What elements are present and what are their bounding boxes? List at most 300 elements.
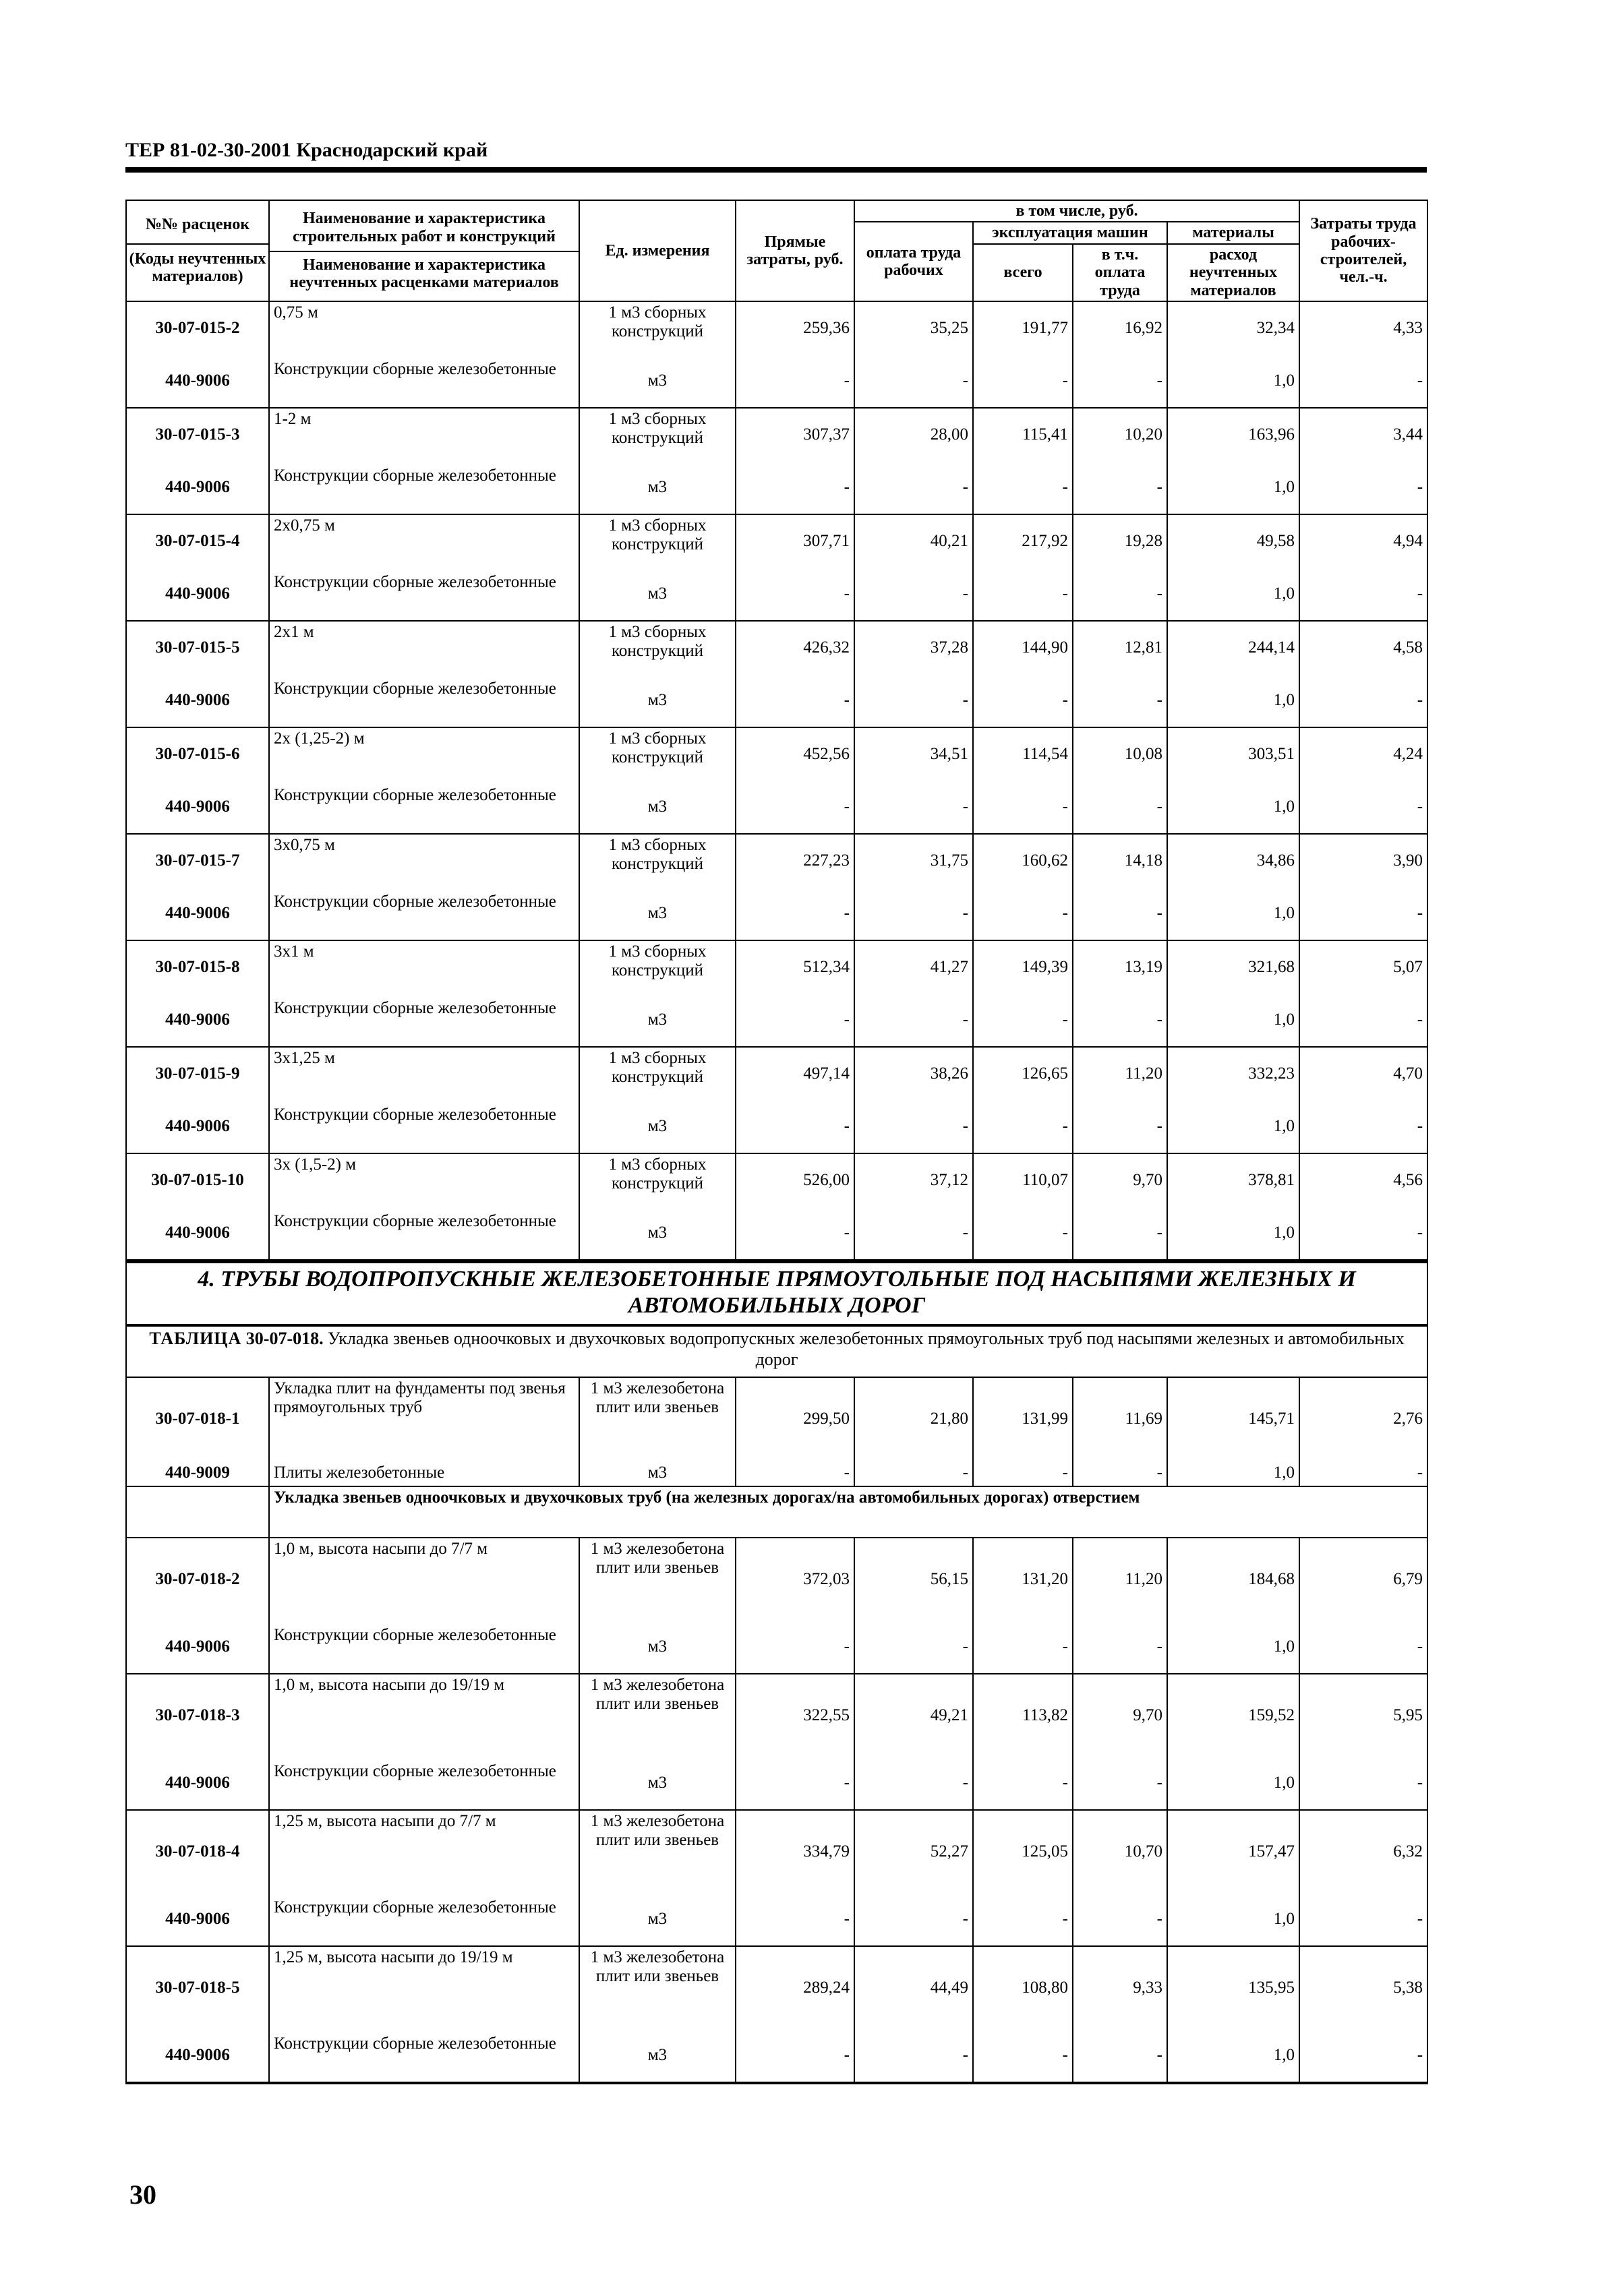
dash-cell: - xyxy=(973,1207,1073,1261)
section-title: 4. ТРУБЫ ВОДОПРОПУСКНЫЕ ЖЕЛЕЗОБЕТОННЫЕ ПРЯМОУГОЛЬНЫЕ ПОД НАСЫПЯМИ ЖЕЛЕЗНЫХ И АВТОМОБИЛЬНЫХ ДОРОГ xyxy=(126,1261,1427,1325)
rate-direct: 526,00 xyxy=(736,1153,854,1207)
dash-cell: - xyxy=(1299,781,1427,834)
col-machines-total-header: всего xyxy=(973,244,1073,301)
table-title xyxy=(126,1325,1427,1377)
rate-labor: 4,33 xyxy=(1299,301,1427,355)
dash-cell: - xyxy=(973,1757,1073,1810)
material-name xyxy=(269,568,579,621)
material-unit: м3 xyxy=(579,355,736,408)
rate-name: 2х (1,25-2) м xyxy=(269,727,579,781)
material-name: Плиты железобетонные xyxy=(269,1460,579,1486)
material-code: 440-9006 xyxy=(126,1893,269,1946)
dash-cell: - xyxy=(1073,994,1167,1047)
rate-labor: 6,32 xyxy=(1299,1810,1427,1893)
rate-name: 1,0 м, высота насыпи до 7/7 м xyxy=(269,1538,579,1621)
rate-wages: 31,75 xyxy=(854,834,973,887)
dash-cell: - xyxy=(1299,887,1427,940)
material-name-text: Конструкции сборные железобетонные xyxy=(274,359,556,378)
material-row-015-6 xyxy=(126,781,1427,834)
rate-row-015-10 xyxy=(126,1153,1427,1207)
rate-machines-total: 191,77 xyxy=(973,301,1073,355)
rate-wages: 56,15 xyxy=(854,1538,973,1621)
rate-wages: 38,26 xyxy=(854,1047,973,1100)
rate-code: 30-07-015-9 xyxy=(126,1047,269,1100)
rate-unit: 1 м3 сборных конструкций xyxy=(579,1047,736,1100)
dash-cell: - xyxy=(1073,355,1167,408)
dash-cell: - xyxy=(1073,1460,1167,1486)
dash-cell: - xyxy=(973,2029,1073,2083)
dash-cell: - xyxy=(736,781,854,834)
material-name-text: Конструкции сборные железобетонные xyxy=(274,466,556,485)
dash-cell: - xyxy=(1299,2029,1427,2083)
rate-row-018-3 xyxy=(126,1674,1427,1757)
dash-cell: - xyxy=(973,568,1073,621)
dash-cell: - xyxy=(854,1460,973,1486)
material-name xyxy=(269,781,579,834)
col-machines-header: эксплуатация машин xyxy=(973,222,1167,243)
dash-cell: - xyxy=(1299,994,1427,1047)
dash-cell: - xyxy=(973,461,1073,514)
rate-row-018-5 xyxy=(126,1946,1427,2029)
material-qty: 1,0 xyxy=(1167,1460,1299,1486)
dash-cell: - xyxy=(854,1757,973,1810)
rates-table xyxy=(125,200,1428,2084)
rate-name: 1,0 м, высота насыпи до 19/19 м xyxy=(269,1674,579,1757)
header-row-1 xyxy=(126,200,1427,222)
material-unit: м3 xyxy=(579,1893,736,1946)
rate-materials: 49,58 xyxy=(1167,514,1299,568)
rate-code: 30-07-015-7 xyxy=(126,834,269,887)
material-unit: м3 xyxy=(579,1621,736,1674)
rate-machines-total: 149,39 xyxy=(973,940,1073,994)
rate-direct: 497,14 xyxy=(736,1047,854,1100)
col-including-header: в том числе, руб. xyxy=(854,200,1299,222)
col-materials-header: материалы xyxy=(1167,222,1299,243)
col-wages-header: оплата труда рабочих xyxy=(854,222,973,301)
material-qty: 1,0 xyxy=(1167,994,1299,1047)
dash-cell: - xyxy=(736,1460,854,1486)
rate-name: 1-2 м xyxy=(269,408,579,461)
rate-direct: 512,34 xyxy=(736,940,854,994)
rate-name: 2х1 м xyxy=(269,621,579,674)
rate-wages: 37,12 xyxy=(854,1153,973,1207)
rate-unit: 1 м3 железобетона плит или звеньев xyxy=(579,1810,736,1893)
dash-cell: - xyxy=(854,887,973,940)
dash-cell: - xyxy=(736,1100,854,1153)
rate-row-015-2 xyxy=(126,301,1427,355)
dash-cell: - xyxy=(854,674,973,727)
col-name-sub: Наименование и характеристика неучтенных расценками материалов xyxy=(270,251,579,292)
col-materials-sub-header: расход неучтенных материалов xyxy=(1167,244,1299,301)
dash-cell: - xyxy=(973,1621,1073,1674)
dash-cell: - xyxy=(1299,1893,1427,1946)
material-code: 440-9006 xyxy=(126,1621,269,1674)
material-code: 440-9006 xyxy=(126,1757,269,1810)
rate-labor: 4,94 xyxy=(1299,514,1427,568)
rate-machines-wages: 11,20 xyxy=(1073,1538,1167,1621)
rate-machines-total: 125,05 xyxy=(973,1810,1073,1893)
rate-materials: 321,68 xyxy=(1167,940,1299,994)
rate-machines-wages: 11,20 xyxy=(1073,1047,1167,1100)
table-title-row xyxy=(126,1325,1427,1377)
material-code: 440-9006 xyxy=(126,994,269,1047)
material-name xyxy=(269,1893,579,1946)
dash-cell: - xyxy=(1073,781,1167,834)
dash-cell: - xyxy=(1299,1757,1427,1810)
material-name-text: Конструкции сборные железобетонные xyxy=(274,1211,556,1230)
rate-row-018-4 xyxy=(126,1810,1427,1893)
rate-labor: 4,58 xyxy=(1299,621,1427,674)
material-code: 440-9006 xyxy=(126,887,269,940)
rate-direct: 334,79 xyxy=(736,1810,854,1893)
rate-unit: 1 м3 сборных конструкций xyxy=(579,940,736,994)
rate-unit: 1 м3 сборных конструкций xyxy=(579,408,736,461)
rate-code: 30-07-015-6 xyxy=(126,727,269,781)
rate-labor: 3,90 xyxy=(1299,834,1427,887)
material-qty: 1,0 xyxy=(1167,887,1299,940)
dash-cell: - xyxy=(854,2029,973,2083)
rate-machines-wages: 14,18 xyxy=(1073,834,1167,887)
material-qty: 1,0 xyxy=(1167,1207,1299,1261)
material-code: 440-9006 xyxy=(126,674,269,727)
dash-cell: - xyxy=(854,1207,973,1261)
dash-cell: - xyxy=(973,674,1073,727)
material-code: 440-9006 xyxy=(126,781,269,834)
material-code: 440-9006 xyxy=(126,568,269,621)
rate-materials: 303,51 xyxy=(1167,727,1299,781)
dash-cell: - xyxy=(973,887,1073,940)
rate-direct: 299,50 xyxy=(736,1377,854,1460)
dash-cell: - xyxy=(736,355,854,408)
rate-unit: 1 м3 сборных конструкций xyxy=(579,301,736,355)
rate-machines-wages: 10,08 xyxy=(1073,727,1167,781)
material-qty: 1,0 xyxy=(1167,1893,1299,1946)
rate-unit: 1 м3 железобетона плит или звеньев xyxy=(579,1538,736,1621)
dash-cell: - xyxy=(854,355,973,408)
dash-cell: - xyxy=(854,1893,973,1946)
material-row-015-3 xyxy=(126,461,1427,514)
material-name xyxy=(269,1100,579,1153)
material-row-018-1 xyxy=(126,1460,1427,1486)
rate-direct: 322,55 xyxy=(736,1674,854,1757)
dash-cell: - xyxy=(1299,461,1427,514)
col-machines-wages-header: в т.ч. оплата труда xyxy=(1073,244,1167,301)
material-code: 440-9006 xyxy=(126,1207,269,1261)
material-row-015-4 xyxy=(126,568,1427,621)
material-row-018-4 xyxy=(126,1893,1427,1946)
rate-machines-wages: 11,69 xyxy=(1073,1377,1167,1460)
material-name-text: Конструкции сборные железобетонные xyxy=(274,679,556,698)
rate-labor: 2,76 xyxy=(1299,1377,1427,1460)
rate-direct: 426,32 xyxy=(736,621,854,674)
dash-cell: - xyxy=(736,887,854,940)
material-name-text: Конструкции сборные железобетонные xyxy=(274,785,556,804)
rate-machines-total: 126,65 xyxy=(973,1047,1073,1100)
material-code: 440-9006 xyxy=(126,1100,269,1153)
material-code: 440-9006 xyxy=(126,355,269,408)
rate-machines-total: 114,54 xyxy=(973,727,1073,781)
section-heading-row xyxy=(126,1261,1427,1325)
material-name-text: Конструкции сборные железобетонные xyxy=(274,1105,556,1124)
dash-cell: - xyxy=(736,2029,854,2083)
material-row-015-5 xyxy=(126,674,1427,727)
rate-materials: 135,95 xyxy=(1167,1946,1299,2029)
rate-machines-total: 108,80 xyxy=(973,1946,1073,2029)
col-code-sub: (Коды неучтенных материалов) xyxy=(127,243,268,286)
material-row-015-9 xyxy=(126,1100,1427,1153)
rate-direct: 307,71 xyxy=(736,514,854,568)
rate-code: 30-07-015-8 xyxy=(126,940,269,994)
material-row-015-7 xyxy=(126,887,1427,940)
rate-row-015-7 xyxy=(126,834,1427,887)
rate-name: 3х1 м xyxy=(269,940,579,994)
rate-wages: 37,28 xyxy=(854,621,973,674)
material-qty: 1,0 xyxy=(1167,1100,1299,1153)
dash-cell: - xyxy=(973,1893,1073,1946)
material-qty: 1,0 xyxy=(1167,1757,1299,1810)
material-name-text: Конструкции сборные железобетонные xyxy=(274,892,556,911)
material-name xyxy=(269,1207,579,1261)
dash-cell: - xyxy=(736,461,854,514)
material-name xyxy=(269,994,579,1047)
material-unit: м3 xyxy=(579,2029,736,2083)
dash-cell: - xyxy=(973,1460,1073,1486)
material-unit: м3 xyxy=(579,674,736,727)
rate-materials: 145,71 xyxy=(1167,1377,1299,1460)
material-name-text: Конструкции сборные железобетонные xyxy=(274,572,556,591)
material-name xyxy=(269,2029,579,2083)
dash-cell: - xyxy=(1299,1207,1427,1261)
rate-code: 30-07-015-10 xyxy=(126,1153,269,1207)
material-name-text: Конструкции сборные железобетонные xyxy=(274,2034,556,2053)
material-unit: м3 xyxy=(579,1100,736,1153)
rate-machines-total: 144,90 xyxy=(973,621,1073,674)
rate-row-015-5 xyxy=(126,621,1427,674)
material-name xyxy=(269,461,579,514)
material-qty: 1,0 xyxy=(1167,781,1299,834)
material-code: 440-9009 xyxy=(126,1460,269,1486)
dash-cell: - xyxy=(1073,1207,1167,1261)
dash-cell: - xyxy=(1073,887,1167,940)
rate-materials: 159,52 xyxy=(1167,1674,1299,1757)
dash-cell: - xyxy=(736,1757,854,1810)
rate-machines-total: 160,62 xyxy=(973,834,1073,887)
material-name-text: Конструкции сборные железобетонные xyxy=(274,1898,556,1916)
rate-machines-wages: 19,28 xyxy=(1073,514,1167,568)
rate-machines-total: 217,92 xyxy=(973,514,1073,568)
dash-cell: - xyxy=(1299,674,1427,727)
page-number: 30 xyxy=(129,2179,156,2210)
rate-wages: 28,00 xyxy=(854,408,973,461)
rate-unit: 1 м3 железобетона плит или звеньев xyxy=(579,1674,736,1757)
rate-labor: 5,07 xyxy=(1299,940,1427,994)
rate-code: 30-07-018-2 xyxy=(126,1538,269,1621)
material-name xyxy=(269,674,579,727)
rate-name: 3х (1,5-2) м xyxy=(269,1153,579,1207)
rate-code: 30-07-018-3 xyxy=(126,1674,269,1757)
material-code: 440-9006 xyxy=(126,461,269,514)
dash-cell: - xyxy=(854,1621,973,1674)
rate-materials: 244,14 xyxy=(1167,621,1299,674)
col-direct-header: Прямые затраты, руб. xyxy=(736,200,854,301)
rate-machines-wages: 16,92 xyxy=(1073,301,1167,355)
rate-direct: 259,36 xyxy=(736,301,854,355)
table-code: 30-07-018. xyxy=(245,1328,324,1348)
material-unit: м3 xyxy=(579,1757,736,1810)
rate-labor: 5,38 xyxy=(1299,1946,1427,2029)
dash-cell: - xyxy=(1073,1757,1167,1810)
dash-cell: - xyxy=(854,568,973,621)
material-row-018-3 xyxy=(126,1757,1427,1810)
rate-machines-wages: 13,19 xyxy=(1073,940,1167,994)
rate-wages: 40,21 xyxy=(854,514,973,568)
dash-cell: - xyxy=(1073,461,1167,514)
rate-materials: 184,68 xyxy=(1167,1538,1299,1621)
rate-row-018-1 xyxy=(126,1377,1427,1460)
material-row-015-10 xyxy=(126,1207,1427,1261)
rate-code: 30-07-018-5 xyxy=(126,1946,269,2029)
rate-name: 3х0,75 м xyxy=(269,834,579,887)
rate-materials: 34,86 xyxy=(1167,834,1299,887)
material-name xyxy=(269,1757,579,1810)
dash-cell: - xyxy=(973,994,1073,1047)
rate-name: 1,25 м, высота насыпи до 19/19 м xyxy=(269,1946,579,2029)
rate-unit: 1 м3 сборных конструкций xyxy=(579,727,736,781)
material-code: 440-9006 xyxy=(126,2029,269,2083)
material-name xyxy=(269,887,579,940)
dash-cell: - xyxy=(973,355,1073,408)
rate-row-018-2 xyxy=(126,1538,1427,1621)
rate-unit: 1 м3 сборных конструкций xyxy=(579,621,736,674)
rate-labor: 4,56 xyxy=(1299,1153,1427,1207)
rate-wages: 41,27 xyxy=(854,940,973,994)
rate-machines-wages: 10,20 xyxy=(1073,408,1167,461)
rate-machines-total: 113,82 xyxy=(973,1674,1073,1757)
rate-unit: 1 м3 железобетона плит или звеньев xyxy=(579,1377,736,1460)
page-header: ТЕР 81-02-30-2001 Краснодарский край xyxy=(125,139,488,161)
material-qty: 1,0 xyxy=(1167,355,1299,408)
material-name-text: Конструкции сборные железобетонные xyxy=(274,1761,556,1780)
rate-wages: 35,25 xyxy=(854,301,973,355)
rate-row-015-8 xyxy=(126,940,1427,994)
rate-machines-total: 131,99 xyxy=(973,1377,1073,1460)
rate-machines-wages: 12,81 xyxy=(1073,621,1167,674)
rate-direct: 452,56 xyxy=(736,727,854,781)
dash-cell: - xyxy=(1073,1621,1167,1674)
rate-name: 2х0,75 м xyxy=(269,514,579,568)
material-row-015-8 xyxy=(126,994,1427,1047)
material-qty: 1,0 xyxy=(1167,674,1299,727)
material-qty: 1,0 xyxy=(1167,1621,1299,1674)
material-qty: 1,0 xyxy=(1167,2029,1299,2083)
rate-row-015-3 xyxy=(126,408,1427,461)
table-label: ТАБЛИЦА xyxy=(149,1328,242,1348)
rate-code: 30-07-018-4 xyxy=(126,1810,269,1893)
material-unit: м3 xyxy=(579,994,736,1047)
group-title: Укладка звеньев одноочковых и двухочковых труб (на железных дорогах/на автомобильных дорогах) отверстием xyxy=(269,1486,1427,1538)
dash-cell: - xyxy=(736,1893,854,1946)
dash-cell: - xyxy=(736,568,854,621)
dash-cell: - xyxy=(1299,1621,1427,1674)
material-unit: м3 xyxy=(579,887,736,940)
col-name-header xyxy=(269,200,579,301)
table-description: Укладка звеньев одноочковых и двухочковых водопропускных железобетонных прямоугольных труб под насыпями железных и автомобильных дорог xyxy=(328,1328,1405,1370)
material-unit: м3 xyxy=(579,1207,736,1261)
rate-machines-total: 131,20 xyxy=(973,1538,1073,1621)
rate-direct: 307,37 xyxy=(736,408,854,461)
rate-labor: 6,79 xyxy=(1299,1538,1427,1621)
rate-wages: 34,51 xyxy=(854,727,973,781)
dash-cell: - xyxy=(1299,1100,1427,1153)
rate-machines-wages: 9,70 xyxy=(1073,1153,1167,1207)
dash-cell: - xyxy=(973,781,1073,834)
dash-cell: - xyxy=(1073,568,1167,621)
rate-row-015-9 xyxy=(126,1047,1427,1100)
dash-cell: - xyxy=(736,674,854,727)
dash-cell: - xyxy=(1073,1100,1167,1153)
rate-code: 30-07-015-2 xyxy=(126,301,269,355)
rate-unit: 1 м3 сборных конструкций xyxy=(579,1153,736,1207)
rate-materials: 157,47 xyxy=(1167,1810,1299,1893)
rate-unit: 1 м3 сборных конструкций xyxy=(579,834,736,887)
material-name-text: Конструкции сборные железобетонные xyxy=(274,998,556,1017)
dash-cell: - xyxy=(1299,1460,1427,1486)
rate-row-015-6 xyxy=(126,727,1427,781)
dash-cell: - xyxy=(736,994,854,1047)
rate-materials: 378,81 xyxy=(1167,1153,1299,1207)
rate-direct: 227,23 xyxy=(736,834,854,887)
dash-cell: - xyxy=(854,461,973,514)
rate-labor: 4,70 xyxy=(1299,1047,1427,1100)
col-name-main: Наименование и характеристика строительных работ и конструкций xyxy=(293,210,556,245)
col-code-header xyxy=(126,200,269,301)
col-code-main: №№ расценок xyxy=(145,216,250,234)
col-labor-header: Затраты труда рабочих-строителей, чел.-ч. xyxy=(1299,200,1427,301)
material-row-018-5 xyxy=(126,2029,1427,2083)
material-unit: м3 xyxy=(579,781,736,834)
rate-row-015-4 xyxy=(126,514,1427,568)
rate-code: 30-07-015-5 xyxy=(126,621,269,674)
material-name xyxy=(269,1621,579,1674)
rate-unit: 1 м3 сборных конструкций xyxy=(579,514,736,568)
rate-labor: 3,44 xyxy=(1299,408,1427,461)
rate-wages: 44,49 xyxy=(854,1946,973,2029)
rate-materials: 163,96 xyxy=(1167,408,1299,461)
dash-cell: - xyxy=(1299,355,1427,408)
dash-cell: - xyxy=(736,1207,854,1261)
dash-cell: - xyxy=(1299,568,1427,621)
material-row-015-2 xyxy=(126,355,1427,408)
rate-wages: 52,27 xyxy=(854,1810,973,1893)
material-row-018-2 xyxy=(126,1621,1427,1674)
rate-direct: 289,24 xyxy=(736,1946,854,2029)
dash-cell: - xyxy=(973,1100,1073,1153)
material-qty: 1,0 xyxy=(1167,568,1299,621)
dash-cell: - xyxy=(854,994,973,1047)
rate-machines-wages: 9,33 xyxy=(1073,1946,1167,2029)
rate-machines-wages: 9,70 xyxy=(1073,1674,1167,1757)
material-unit: м3 xyxy=(579,568,736,621)
material-name-text: Конструкции сборные железобетонные xyxy=(274,1625,556,1644)
rate-code: 30-07-018-1 xyxy=(126,1377,269,1460)
rate-name: Укладка плит на фундаменты под звенья прямоугольных труб xyxy=(269,1377,579,1460)
rate-name: 1,25 м, высота насыпи до 7/7 м xyxy=(269,1810,579,1893)
rate-labor: 5,95 xyxy=(1299,1674,1427,1757)
rate-materials: 332,23 xyxy=(1167,1047,1299,1100)
rate-code: 30-07-015-4 xyxy=(126,514,269,568)
rate-name: 3х1,25 м xyxy=(269,1047,579,1100)
rate-machines-total: 115,41 xyxy=(973,408,1073,461)
